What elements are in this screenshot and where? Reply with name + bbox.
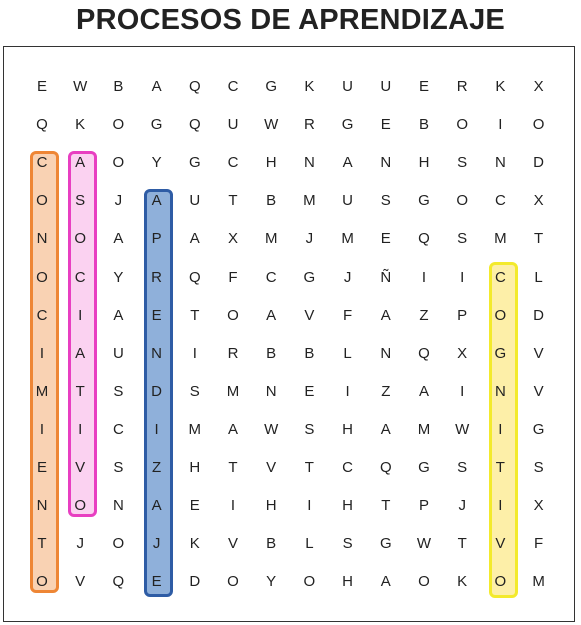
grid-cell[interactable]: I xyxy=(78,306,83,324)
grid-cell[interactable]: O xyxy=(418,573,430,591)
grid-cell[interactable]: A xyxy=(75,154,86,172)
grid-cell[interactable]: O xyxy=(36,573,48,591)
grid-cell[interactable]: U xyxy=(380,78,392,95)
grid-cell[interactable]: T xyxy=(534,230,544,248)
grid-cell[interactable]: O xyxy=(112,116,125,134)
grid-cell[interactable]: I xyxy=(498,420,503,438)
grid-cell[interactable]: A xyxy=(342,154,353,172)
grid-cell[interactable]: C xyxy=(494,192,506,210)
grid-cell[interactable]: X xyxy=(533,497,544,515)
grid-cell[interactable]: E xyxy=(304,382,315,400)
grid-cell[interactable]: O xyxy=(227,306,239,324)
grid-cell[interactable]: O xyxy=(36,192,48,210)
grid-cell[interactable]: N xyxy=(265,382,277,400)
highlight-conocimiento xyxy=(30,151,59,593)
grid-cell[interactable]: Q xyxy=(188,268,201,286)
grid-cell[interactable]: W xyxy=(264,420,279,438)
grid-cell[interactable]: A xyxy=(113,230,124,248)
grid-cell[interactable]: O xyxy=(74,497,87,515)
grid-cell[interactable]: W xyxy=(455,420,470,438)
page-title: PROCESOS DE APRENDIZAJE xyxy=(76,4,505,36)
grid-cell[interactable]: C xyxy=(36,306,48,324)
grid-cell[interactable]: I xyxy=(78,420,83,438)
grid-cell[interactable]: A xyxy=(380,306,391,324)
grid-cell[interactable]: A xyxy=(418,382,429,400)
grid-cell[interactable]: E xyxy=(380,116,391,134)
grid-cell[interactable]: W xyxy=(73,78,88,95)
grid-cell[interactable]: A xyxy=(75,344,86,362)
grid-cell[interactable]: T xyxy=(75,382,85,400)
grid-cell[interactable]: D xyxy=(151,382,163,400)
grid-cell[interactable]: T xyxy=(228,459,238,476)
grid-cell[interactable]: M xyxy=(303,192,316,210)
grid-cell[interactable]: N xyxy=(380,154,392,172)
grid-cell[interactable]: S xyxy=(457,459,468,476)
grid-cell[interactable]: V xyxy=(304,306,315,324)
grid-cell[interactable]: T xyxy=(495,459,505,476)
grid-cell[interactable]: A xyxy=(227,420,238,438)
grid-cell[interactable]: Z xyxy=(381,382,391,400)
grid-cell[interactable]: F xyxy=(343,306,353,324)
grid-cell[interactable]: P xyxy=(151,230,162,248)
grid-cell[interactable]: A xyxy=(151,192,162,210)
grid-cell[interactable]: S xyxy=(457,230,468,248)
grid-cell[interactable]: C xyxy=(112,420,124,438)
grid-cell[interactable]: G xyxy=(494,344,507,362)
grid-cell[interactable]: N xyxy=(151,344,163,362)
grid-cell[interactable]: G xyxy=(532,420,545,438)
grid-cell[interactable]: G xyxy=(265,78,278,95)
grid-cell[interactable]: T xyxy=(381,497,391,515)
grid-cell[interactable]: Y xyxy=(266,573,277,591)
grid-cell[interactable]: M xyxy=(226,382,240,400)
word-search-board xyxy=(3,46,575,622)
grid-cell[interactable]: C xyxy=(342,459,354,476)
grid-cell[interactable]: B xyxy=(266,535,277,553)
grid-cell[interactable]: T xyxy=(304,459,314,476)
grid-cell[interactable]: M xyxy=(417,420,431,438)
grid-cell[interactable]: I xyxy=(460,382,465,400)
grid-cell[interactable]: Q xyxy=(36,116,48,134)
grid-cell[interactable]: I xyxy=(192,344,197,362)
grid-cell[interactable]: G xyxy=(418,192,430,210)
grid-cell[interactable]: W xyxy=(416,535,432,553)
grid-cell[interactable]: G xyxy=(418,459,430,476)
grid-cell[interactable]: I xyxy=(307,497,312,515)
grid-cell[interactable]: G xyxy=(303,268,316,286)
grid-cell[interactable]: K xyxy=(189,535,200,553)
grid-cell[interactable]: C xyxy=(74,268,86,286)
grid-cell[interactable]: A xyxy=(266,306,277,324)
grid-cell[interactable]: C xyxy=(227,154,239,172)
grid-cell[interactable]: C xyxy=(494,268,506,286)
grid-cell[interactable]: P xyxy=(457,306,468,324)
grid-cell[interactable]: U xyxy=(189,192,201,210)
grid-cell[interactable]: B xyxy=(266,192,277,210)
grid-cell[interactable]: M xyxy=(188,420,202,438)
grid-cell[interactable]: E xyxy=(189,497,200,515)
grid-cell[interactable]: N xyxy=(303,154,315,172)
grid-cell[interactable]: O xyxy=(36,268,48,286)
grid-cell[interactable]: A xyxy=(380,573,391,591)
grid-cell[interactable]: O xyxy=(494,306,507,324)
grid-cell[interactable]: K xyxy=(75,116,86,134)
grid-cell[interactable]: I xyxy=(39,344,45,362)
grid-cell[interactable]: G xyxy=(150,116,163,134)
grid-cell[interactable]: M xyxy=(35,382,49,400)
grid-cell[interactable]: O xyxy=(303,573,316,591)
grid-cell[interactable]: H xyxy=(342,573,354,591)
grid-cell[interactable]: Ñ xyxy=(380,268,392,286)
grid-cell[interactable]: J xyxy=(458,497,466,515)
grid-cell[interactable]: N xyxy=(380,344,392,362)
grid-cell[interactable]: S xyxy=(113,382,124,400)
grid-cell[interactable]: R xyxy=(303,116,315,134)
grid-cell[interactable]: N xyxy=(494,154,506,172)
grid-cell[interactable]: A xyxy=(151,497,162,515)
grid-cell[interactable]: V xyxy=(75,573,86,591)
grid-cell[interactable]: D xyxy=(533,306,545,324)
grid-cell[interactable]: I xyxy=(39,420,45,438)
grid-cell[interactable]: K xyxy=(495,78,506,95)
grid-cell[interactable]: I xyxy=(498,116,503,134)
grid-cell[interactable]: T xyxy=(37,535,47,553)
grid-cell[interactable]: C xyxy=(36,154,48,172)
grid-cell[interactable]: X xyxy=(457,344,468,362)
grid-cell[interactable]: V xyxy=(227,535,238,553)
grid-cell[interactable]: D xyxy=(533,154,545,172)
grid-cell[interactable]: O xyxy=(227,573,239,591)
grid-cell[interactable]: U xyxy=(227,116,239,134)
grid-cell[interactable]: R xyxy=(151,268,163,286)
grid-cell[interactable]: A xyxy=(380,420,391,438)
grid-cell[interactable]: Y xyxy=(151,154,162,172)
grid-cell[interactable]: X xyxy=(533,78,544,95)
grid-cell[interactable]: X xyxy=(533,192,544,210)
grid-cell[interactable]: Q xyxy=(418,230,430,248)
grid-cell[interactable]: T xyxy=(457,535,467,553)
grid-cell[interactable]: V xyxy=(495,535,506,553)
grid-cell[interactable]: U xyxy=(342,192,354,210)
grid-cell[interactable]: J xyxy=(114,192,123,210)
grid-cell[interactable]: S xyxy=(457,154,468,172)
grid-cell[interactable]: O xyxy=(74,230,87,248)
grid-cell[interactable]: O xyxy=(494,573,507,591)
grid-cell[interactable]: S xyxy=(75,192,86,210)
grid-cell[interactable]: H xyxy=(189,459,201,476)
grid-cell[interactable]: I xyxy=(230,497,236,515)
grid-cell[interactable]: K xyxy=(457,573,468,591)
grid-cell[interactable]: G xyxy=(188,154,201,172)
grid-cell[interactable]: S xyxy=(533,459,544,476)
grid-cell[interactable]: H xyxy=(265,497,277,515)
grid-cell[interactable]: J xyxy=(76,535,84,553)
grid-cell[interactable]: O xyxy=(532,116,545,134)
grid-cell[interactable]: E xyxy=(380,230,391,248)
grid-cell[interactable]: A xyxy=(113,306,124,324)
grid-cell[interactable]: H xyxy=(265,154,277,172)
grid-cell[interactable]: Q xyxy=(112,573,125,591)
grid-cell[interactable]: H xyxy=(418,154,430,172)
grid-cell[interactable]: Q xyxy=(188,78,201,95)
grid-cell[interactable]: X xyxy=(227,230,238,248)
grid-cell[interactable]: I xyxy=(460,268,465,286)
grid-cell[interactable]: B xyxy=(266,344,277,362)
grid-cell[interactable]: V xyxy=(75,459,86,476)
grid-cell[interactable]: Q xyxy=(188,116,201,134)
grid-cell[interactable]: A xyxy=(151,78,162,95)
grid-cell[interactable]: F xyxy=(228,268,238,286)
grid-cell[interactable]: Q xyxy=(379,459,392,476)
grid-cell[interactable]: N xyxy=(494,382,506,400)
grid-cell[interactable]: O xyxy=(112,535,125,553)
grid-cell[interactable]: U xyxy=(342,78,354,95)
grid-cell[interactable]: L xyxy=(534,268,543,286)
grid-cell[interactable]: B xyxy=(113,78,124,95)
grid-cell[interactable]: L xyxy=(305,535,314,553)
grid-cell[interactable]: R xyxy=(227,344,239,362)
grid-cell[interactable]: E xyxy=(418,78,429,95)
grid-cell[interactable]: B xyxy=(304,344,315,362)
grid-cell[interactable]: E xyxy=(151,573,162,591)
grid-cell[interactable]: M xyxy=(341,230,354,248)
grid-cell[interactable]: Q xyxy=(418,344,430,362)
grid-cell[interactable]: I xyxy=(498,497,503,515)
grid-cell[interactable]: M xyxy=(494,230,507,248)
grid-cell[interactable]: L xyxy=(343,344,352,362)
grid-cell[interactable]: S xyxy=(380,192,391,210)
grid-cell[interactable]: J xyxy=(152,535,161,553)
grid-cell[interactable]: O xyxy=(456,116,469,134)
grid-cell[interactable]: A xyxy=(189,230,200,248)
grid-cell[interactable]: Y xyxy=(113,268,124,286)
grid-cell[interactable]: O xyxy=(456,192,469,210)
grid-cell[interactable]: I xyxy=(154,420,159,438)
grid-cell[interactable]: R xyxy=(456,78,468,95)
grid-cell[interactable]: V xyxy=(266,459,277,476)
grid-cell[interactable]: N xyxy=(36,497,48,515)
grid-cell[interactable]: Z xyxy=(419,306,429,324)
grid-cell[interactable]: F xyxy=(534,535,544,553)
grid-cell[interactable]: U xyxy=(112,344,124,362)
grid-cell[interactable]: V xyxy=(533,344,544,362)
grid-cell[interactable]: H xyxy=(342,497,354,515)
grid-cell[interactable]: P xyxy=(418,497,429,515)
grid-cell[interactable]: T xyxy=(190,306,200,324)
grid-cell[interactable]: I xyxy=(421,268,427,286)
grid-cell[interactable]: J xyxy=(305,230,314,248)
grid-cell[interactable]: N xyxy=(112,497,124,515)
grid-cell[interactable]: T xyxy=(228,192,238,210)
grid-cell[interactable]: M xyxy=(532,573,545,591)
grid-cell[interactable]: K xyxy=(304,78,315,95)
grid-cell[interactable]: S xyxy=(304,420,315,438)
grid-cell[interactable]: M xyxy=(264,230,278,248)
grid-cell[interactable]: S xyxy=(113,459,124,476)
grid-cell[interactable]: S xyxy=(342,535,353,553)
grid-cell[interactable]: J xyxy=(343,268,352,286)
grid-cell[interactable]: V xyxy=(533,382,544,400)
grid-cell[interactable]: B xyxy=(418,116,429,134)
grid-cell[interactable]: Z xyxy=(152,459,162,476)
grid-cell[interactable]: C xyxy=(227,78,239,95)
grid-cell[interactable]: I xyxy=(345,382,350,400)
grid-cell[interactable]: E xyxy=(36,459,47,476)
grid-cell[interactable]: G xyxy=(341,116,354,134)
grid-cell[interactable]: G xyxy=(379,535,392,553)
grid-cell[interactable]: O xyxy=(112,154,125,172)
grid-cell[interactable]: E xyxy=(151,306,162,324)
grid-cell[interactable]: C xyxy=(265,268,277,286)
grid-cell[interactable]: N xyxy=(36,230,48,248)
grid-cell[interactable]: H xyxy=(342,420,354,438)
grid-cell[interactable]: D xyxy=(189,573,201,591)
grid-cell[interactable]: W xyxy=(264,116,279,134)
grid-cell[interactable]: S xyxy=(189,382,200,400)
grid-cell[interactable]: E xyxy=(36,78,47,95)
